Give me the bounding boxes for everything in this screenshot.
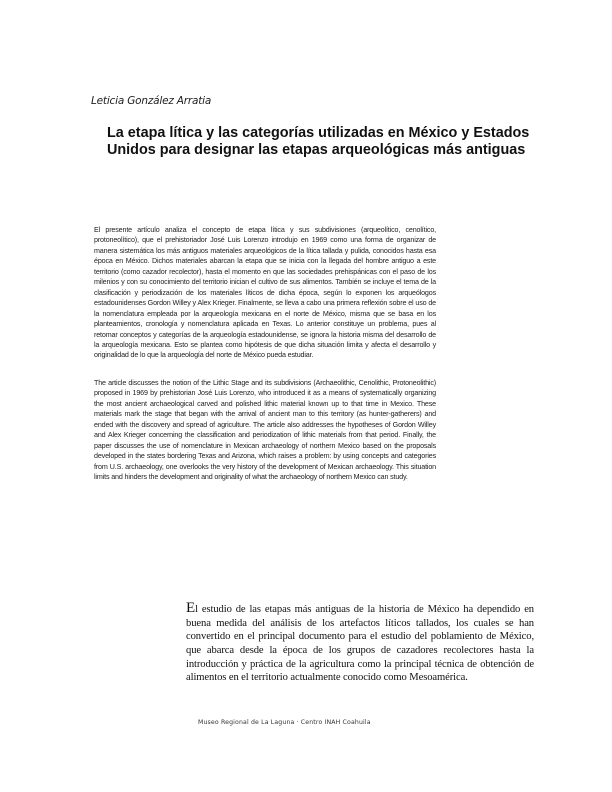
drop-cap: E bbox=[186, 600, 196, 616]
body-paragraph bbox=[186, 602, 534, 685]
page-footer: Museo Regional de La Laguna · Centro INAH Coahuila bbox=[198, 719, 371, 726]
article-title: La etapa lítica y las categorías utilizadas en México y Estados Unidos para designar las etapas arqueológicas más antiguas bbox=[107, 125, 530, 158]
author-name: Leticia González Arratia bbox=[91, 95, 212, 107]
abstract-spanish: El presente artículo analiza el concepto de etapa lítica y sus subdivisiones (arqueolítico, cenolítico, protoneolítico), que el prehistoriador José Luis Lorenzo introdujo en 1969 como una forma de organizar de manera sistemática los más antiguos materiales arqueológicos de la lítica tallada y pulida, conocidos hasta esa época en México. Dichos materiales abarcan la etapa que se inicia con la llegada del hombre antiguo a este territorio (como cazador recolector), hasta el momento en que las sociedades prehispánicas con el paso de los milenios y con su conocimiento del territorio inician el cultivo de sus alimentos. También se incluye el tema de la clasificación y periodización de los materiales líticos de dicha época, según lo exponen los arqueólogos estadounidenses Gordon Willey y Alex Krieger. Finalmente, se lleva a cabo una primera reflexión sobre el uso de la nomenclatura empleada por la arqueología mexicana en el norte de México, misma que se basa en los planteamientos, cronología y nomenclatura aplicada en Texas. Lo anterior constituye un problema, pues al retomar conceptos y categorías de la arqueología estadounidense, se ignora la historia misma del desarrollo de la arqueología mexicana. Esto se plantea como hipótesis de que dicha situación limita y afecta el desarrollo y originalidad de lo que la arqueología del norte de México pueda estudiar. bbox=[94, 226, 436, 360]
body-text: l estudio de las etapas más antiguas de la historia de México ha dependido en buena medida del análisis de los artefactos líticos tallados, los cuales se han convertido en el principal documento para el estudio del poblamiento de México, que abarca desde la época de los grupos de cazadores recolectores hasta la introducción y práctica de la agricultura como la principal técnica de obtención de alimentos en el territorio actualmente conocido como Mesoamérica. bbox=[186, 604, 534, 684]
abstract-english: The article discusses the notion of the Lithic Stage and its subdivisions (Archaeolithic, Cenolithic, Protoneolithic) proposed in 1969 by prehistorian José Luis Lorenzo, who introduced it as a means of systematically organizing the most ancient archaeological carved and polished lithic material known up to that time in Mexico. These materials mark the stage that began with the arrival of ancient man to this territory (as hunter-gatherers) and ended with the discovery and spread of agriculture. The article also addresses the hypotheses of Gordon Willey and Alex Krieger concerning the classification and periodization of lithic materials from that period. Finally, the paper discusses the use of nomenclature in Mexican archaeology of northern Mexico based on the proposals developed in the states bordering Texas and Arizona, which raises a problem: by using concepts and categories from U.S. archaeology, one overlooks the very history of the development of Mexican archaeology. This situation limits and hinders the development and originality of what the archaeology of northern Mexico can study. bbox=[94, 379, 436, 482]
